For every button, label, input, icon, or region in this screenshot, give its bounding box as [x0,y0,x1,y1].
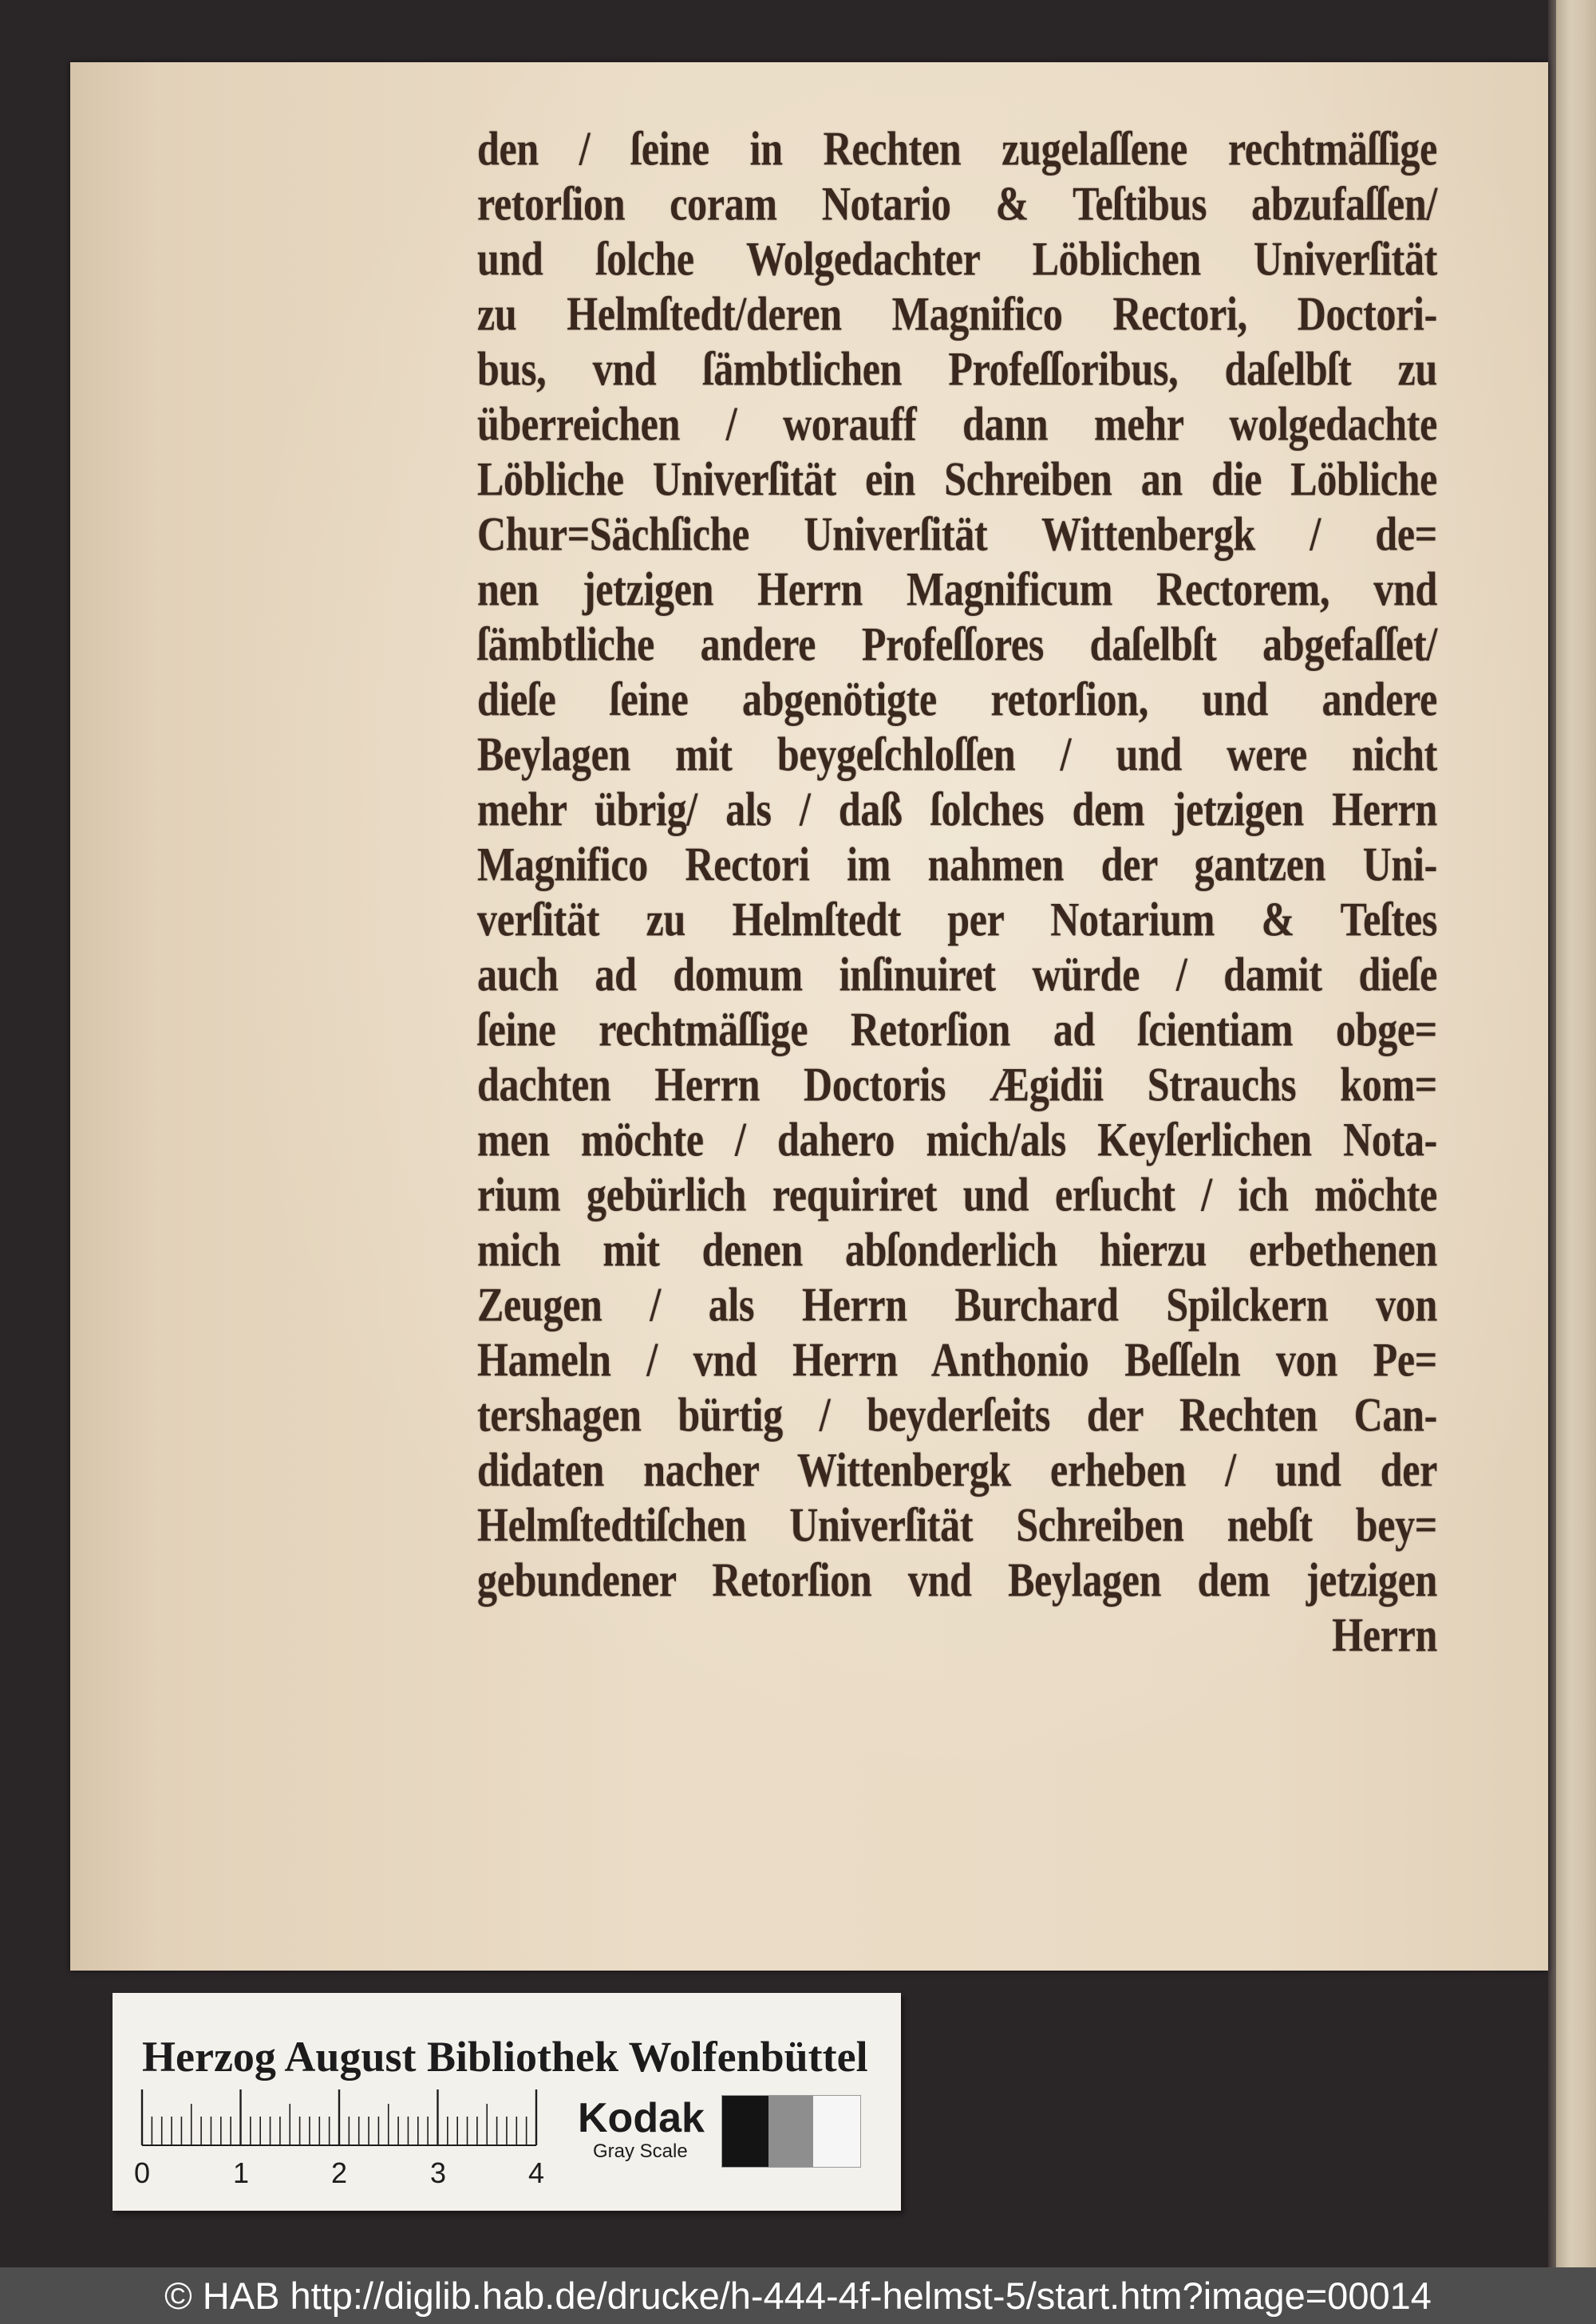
ruler-number: 4 [527,2156,545,2189]
text-line: men möchte / dahero mich/als Keyſerlichen Nota- [477,1112,1437,1166]
institution-name: Herzog August Bibliothek Wolfenbüttel [142,2033,868,2081]
book-page [70,62,1548,1971]
text-line: dieſe ſeine abgenötigte retorſion, und andere [477,672,1437,726]
page-text-block [477,121,1437,1663]
ruler-number: 3 [429,2156,447,2189]
library-label [113,1993,901,2211]
text-line: bus, vnd ſämbtlichen Profeſſoribus, daſelbſt zu [477,341,1437,396]
text-line: und ſolche Wolgedachter Löblichen Univerſität [477,231,1437,286]
catchword: Herrn [1332,1608,1437,1662]
copyright-url: © HAB http://diglib.hab.de/drucke/h-444-4f-helmst-5/start.htm?image=00014 [164,2275,1432,2317]
text-line: auch ad domum inſinuiret würde / damit dieſe [477,947,1437,1001]
footer-bar [0,2267,1596,2324]
text-line: Löbliche Univerſität ein Schreiben an die Löbliche [477,452,1437,506]
text-line: überreichen / worauff dann mehr wolgedachte [477,397,1437,451]
gray-patch-white [813,2096,860,2167]
text-line: nen jetzigen Herrn Magnificum Rectorem, vnd [477,562,1437,616]
gray-patch-black [722,2096,768,2167]
text-line: ſämbtliche andere Profeſſores daſelbſt abgefaſſet/ [477,617,1437,671]
text-line: didaten nacher Wittenbergk erheben / und der [477,1442,1437,1497]
book-gutter [1548,0,1556,2267]
text-line: Hameln / vnd Herrn Anthonio Beſſeln von Pe= [477,1332,1437,1387]
text-line: Beylagen mit beygeſchloſſen / und were nicht [477,727,1437,781]
text-line: zu Helmſtedt/deren Magnifico Rectori, Doctori- [477,286,1437,341]
text-line: rium gebürlich requiriret und erſucht / ich möchte [477,1167,1437,1221]
text-line: den / ſeine in Rechten zugelaſſene rechtmäſſige [477,121,1437,176]
text-line: Chur=Sächſiche Univerſität Wittenbergk / de= [477,507,1437,561]
text-line: mehr übrig/ als / daß ſolches dem jetzigen Herrn [477,782,1437,836]
gray-scale-caption: Gray Scale [593,2141,688,2162]
text-line: verſität zu Helmſtedt per Notarium & Teſtes [477,892,1437,946]
text-line: Helmſtedtiſchen Univerſität Schreiben nebſt bey= [477,1497,1437,1552]
kodak-logo: Kodak [578,2095,705,2141]
ruler-number: 0 [133,2156,151,2189]
text-line: gebundener Retorſion vnd Beylagen dem jetzigen [477,1553,1437,1607]
text-line: dachten Herrn Doctoris Ægidii Strauchs kom= [477,1057,1437,1111]
text-line: tershagen bürtig / beyderſeits der Rechten Can- [477,1387,1437,1442]
text-line: Zeugen / als Herrn Burchard Spilckern von [477,1277,1437,1332]
ruler-number: 2 [330,2156,348,2189]
text-line: ſeine rechtmäſſige Retorſion ad ſcientiam obge= [477,1002,1437,1056]
next-page-edge [1556,0,1596,2267]
ruler-number: 1 [232,2156,250,2189]
gray-scale-patches [721,2095,861,2168]
gray-patch-gray [768,2096,813,2167]
text-line: Magnifico Rectori im nahmen der gantzen Uni- [477,837,1437,891]
text-line: retorſion coram Notario & Teſtibus abzufaſſen/ [477,176,1437,231]
ruler-scale [136,2073,551,2152]
text-line: mich mit denen abſonderlich hierzu erbethenen [477,1222,1437,1276]
